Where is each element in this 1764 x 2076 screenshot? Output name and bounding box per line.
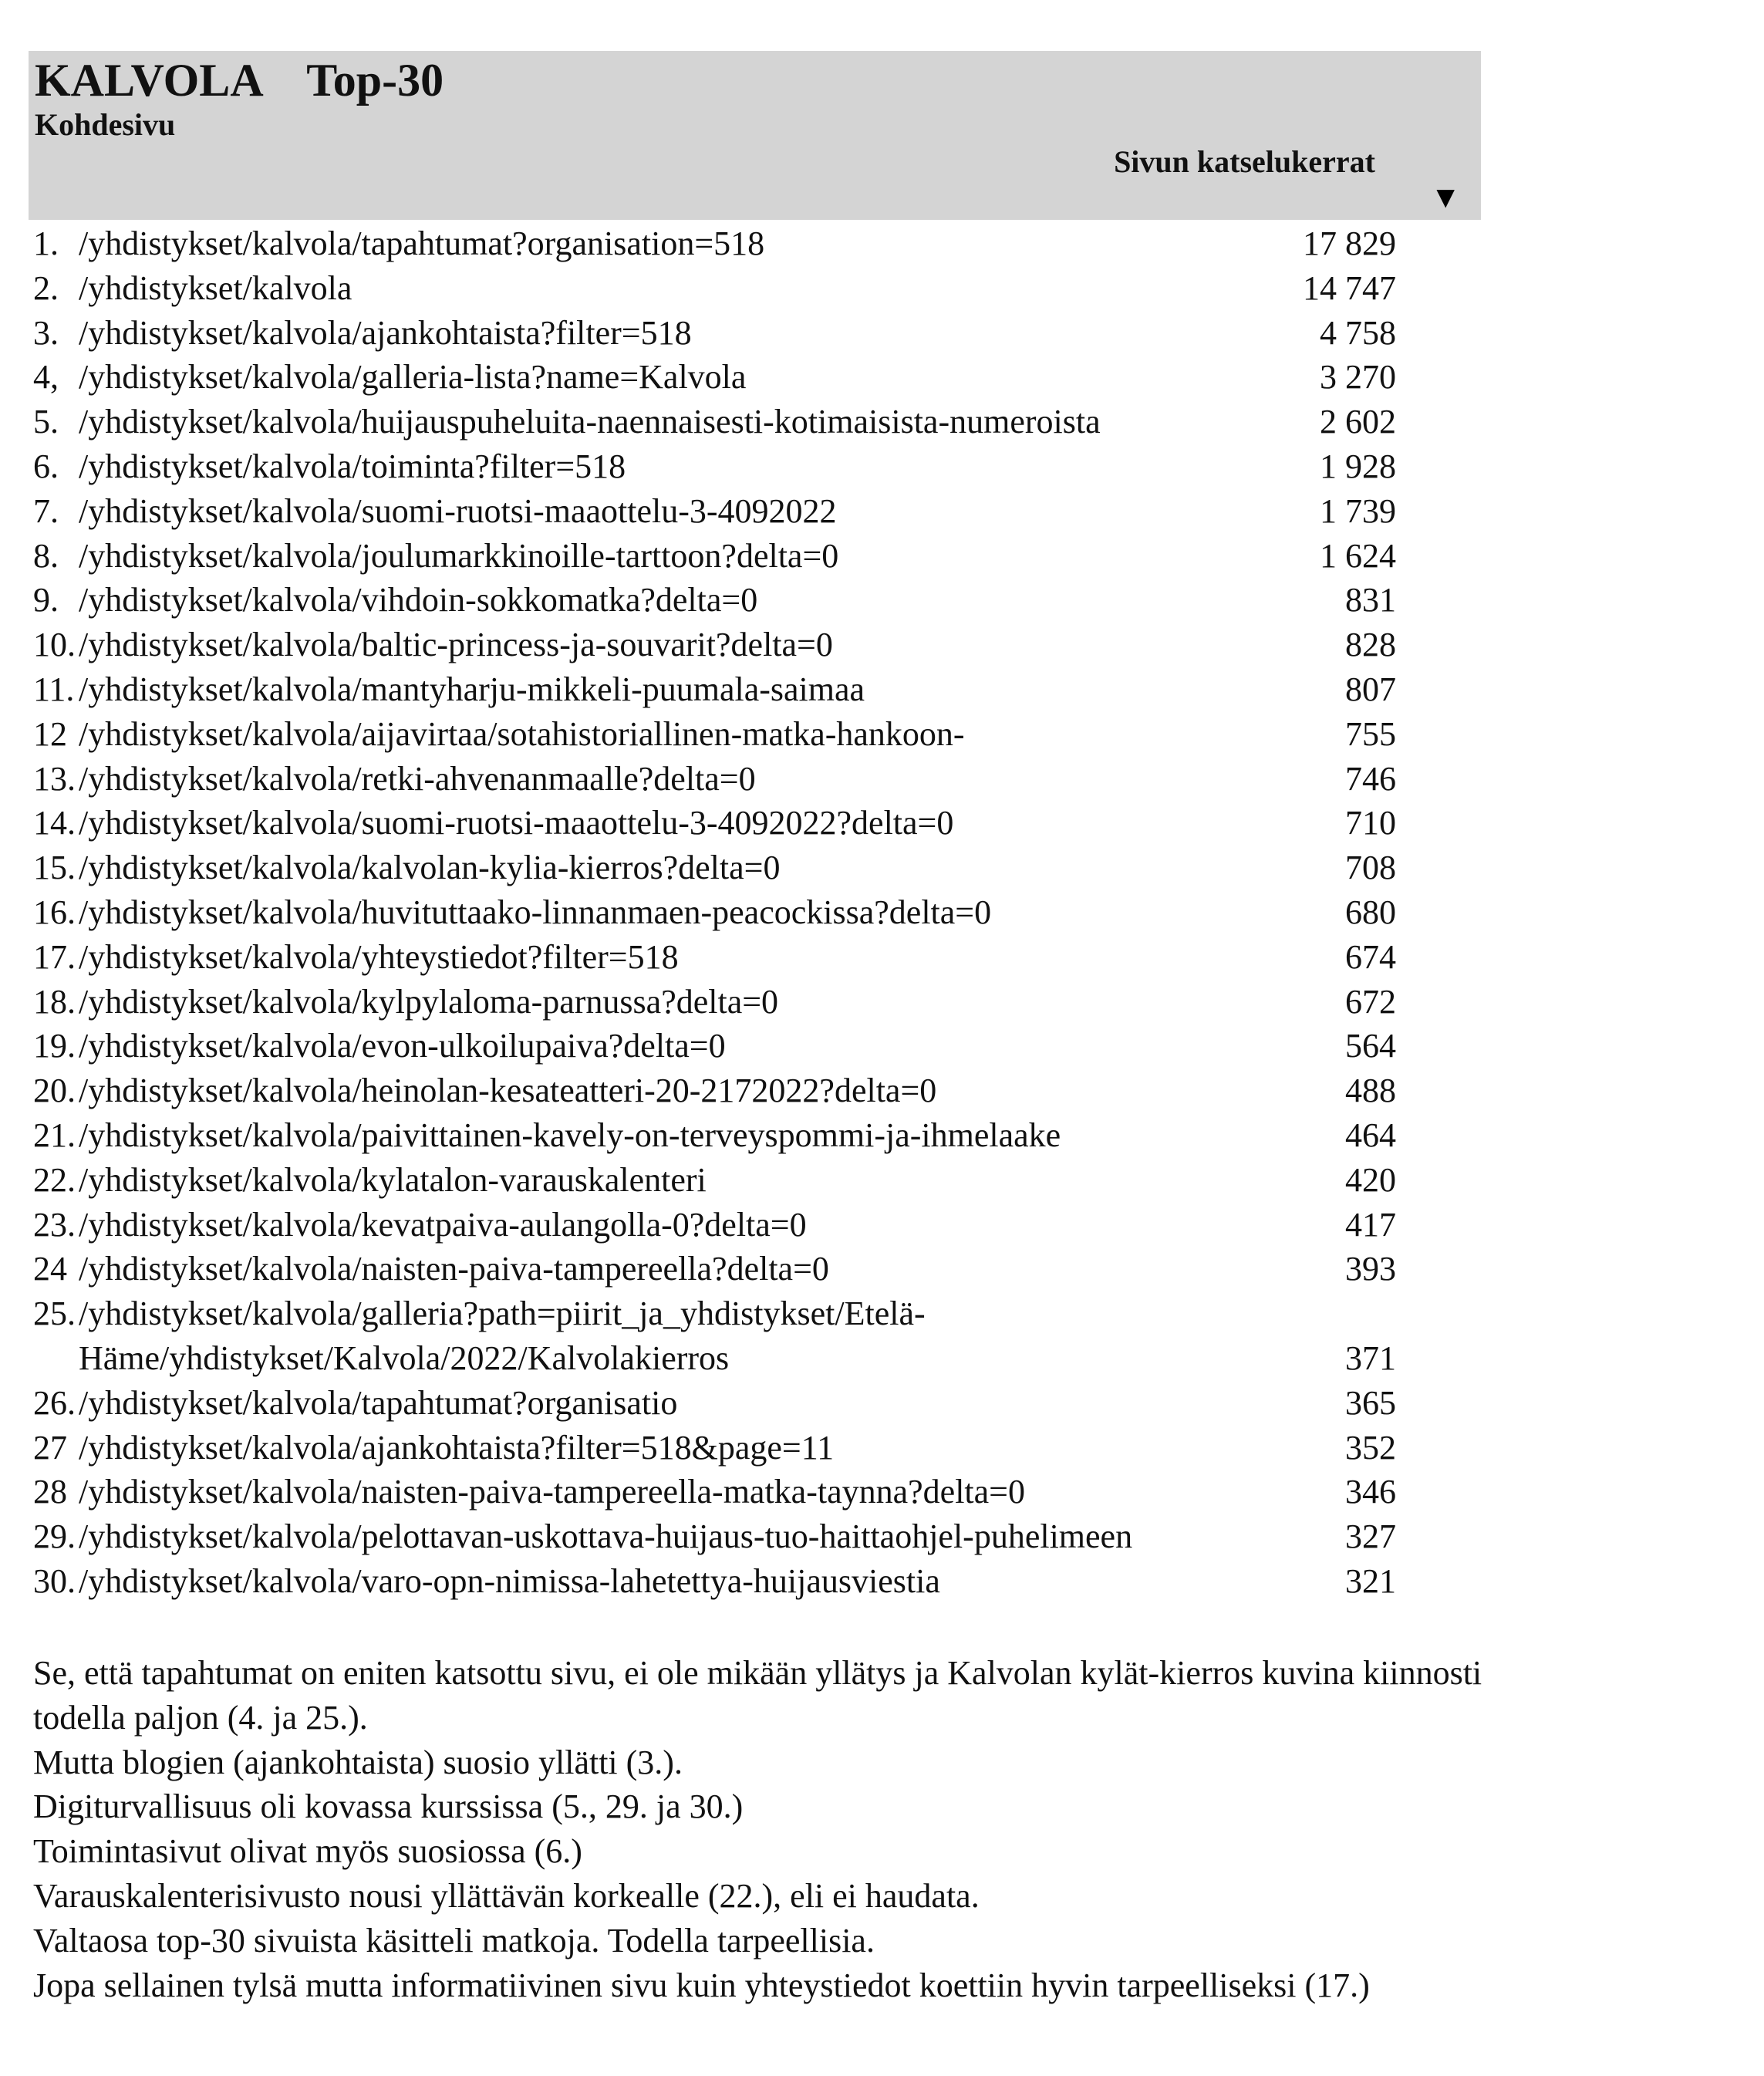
report-title: KALVOLA Top-30 <box>35 55 444 106</box>
table-row <box>29 1426 1479 1470</box>
rank-number: 10. <box>33 626 76 664</box>
report-header <box>29 51 1481 220</box>
sort-descending-icon[interactable]: ▼ <box>1430 180 1461 214</box>
page-path: /yhdistykset/kalvola/pelottavan-uskottava-huijaus-tuo-haittaohjel-puhelimeen <box>79 1517 1133 1556</box>
page-path: /yhdistykset/kalvola/suomi-ruotsi-maaottelu-3-4092022?delta=0 <box>79 804 954 842</box>
page-path: /yhdistykset/kalvola/kylpylaloma-parnussa?delta=0 <box>79 982 779 1021</box>
rank-number: 24 <box>33 1250 67 1288</box>
table-row <box>29 400 1479 444</box>
page-path: /yhdistykset/kalvola/huijauspuheluita-naennaisesti-kotimaisista-numeroista <box>79 403 1101 441</box>
table-row <box>29 489 1479 534</box>
table-row <box>29 623 1479 667</box>
page-path: /yhdistykset/kalvola/kylatalon-varauskalenteri <box>79 1160 707 1199</box>
column-header-target-page: Kohdesivu <box>35 107 176 142</box>
page-views-value: 831 <box>1345 581 1396 619</box>
page-views-value: 674 <box>1345 937 1396 976</box>
page-views-value: 807 <box>1345 670 1396 708</box>
commentary-line: Se, että tapahtumat on eniten katsottu sivu, ei ole mikään yllätys ja Kalvolan kylät-kierros kuvina kiinnosti todella paljon (4. ja 25.). <box>33 1654 1482 1737</box>
page-path: /yhdistykset/kalvola/kevatpaiva-aulangolla-0?delta=0 <box>79 1205 807 1244</box>
page-views-value: 14 747 <box>1303 268 1396 307</box>
table-row <box>29 980 1479 1024</box>
page-views-value: 464 <box>1345 1116 1396 1154</box>
page-path: /yhdistykset/kalvola/tapahtumat?organisation=518 <box>79 224 765 262</box>
page-path: /yhdistykset/kalvola/toiminta?filter=518 <box>79 447 626 485</box>
table-row <box>29 801 1479 846</box>
rank-number: 5. <box>33 403 59 441</box>
page-path: /yhdistykset/kalvola/aijavirtaa/sotahistoriallinen-matka-hankoon- <box>79 714 965 753</box>
page-views-value: 371 <box>1345 1338 1396 1377</box>
rank-number: 21. <box>33 1116 76 1154</box>
rank-number: 22. <box>33 1160 76 1199</box>
commentary-line: Valtaosa top-30 sivuista käsitteli matkoja. Todella tarpeellisia. <box>33 1921 875 1960</box>
rank-number: 27 <box>33 1428 67 1467</box>
table-row <box>29 712 1479 757</box>
commentary-line: Mutta blogien (ajankohtaista) suosio yllätti (3.). <box>33 1743 683 1781</box>
page-views-value: 365 <box>1345 1383 1396 1422</box>
page-views-value: 828 <box>1345 626 1396 664</box>
page-path: /yhdistykset/kalvola/ajankohtaista?filter=518&page=11 <box>79 1428 835 1467</box>
table-row <box>29 890 1479 935</box>
page-path: /yhdistykset/kalvola/joulumarkkinoille-tarttoon?delta=0 <box>79 536 839 575</box>
rank-number: 28 <box>33 1473 67 1511</box>
page-views-value: 352 <box>1345 1428 1396 1467</box>
table-row <box>29 1247 1479 1291</box>
page-path: /yhdistykset/kalvola/baltic-princess-ja-souvarit?delta=0 <box>79 626 833 664</box>
rank-number: 6. <box>33 447 59 485</box>
page-views-value: 346 <box>1345 1473 1396 1511</box>
rank-number: 26. <box>33 1383 76 1422</box>
page-path: /yhdistykset/kalvola/huvituttaako-linnanmaen-peacockissa?delta=0 <box>79 893 992 931</box>
rank-number: 18. <box>33 982 76 1021</box>
page-views-value: 710 <box>1345 804 1396 842</box>
page-path: /yhdistykset/kalvola/galleria-lista?name=Kalvola <box>79 358 747 397</box>
table-row <box>29 355 1479 400</box>
page-views-value: 327 <box>1345 1517 1396 1556</box>
page-views-value: 746 <box>1345 759 1396 798</box>
table-row <box>29 311 1479 356</box>
table-row <box>29 1203 1479 1247</box>
page-path: /yhdistykset/kalvola/heinolan-kesateatteri-20-2172022?delta=0 <box>79 1072 937 1110</box>
page-views-value: 1 624 <box>1320 536 1396 575</box>
page-path: /yhdistykset/kalvola/yhteystiedot?filter=518 <box>79 937 679 976</box>
commentary-line: Toimintasivut olivat myös suosiossa (6.) <box>33 1832 582 1871</box>
rank-number: 19. <box>33 1027 76 1065</box>
table-row <box>29 1381 1479 1426</box>
rank-number: 1. <box>33 224 59 262</box>
rank-number: 16. <box>33 893 76 931</box>
rank-number: 17. <box>33 937 76 976</box>
commentary-line: Varauskalenterisivusto nousi yllättävän korkealle (22.), eli ei haudata. <box>33 1876 980 1915</box>
page-views-value: 1 739 <box>1320 491 1396 530</box>
page-path: /yhdistykset/kalvola <box>79 268 352 307</box>
page-views-value: 680 <box>1345 893 1396 931</box>
page-views-value: 488 <box>1345 1072 1396 1110</box>
page-views-value: 2 602 <box>1320 403 1396 441</box>
page-path: /yhdistykset/kalvola/retki-ahvenanmaalle?delta=0 <box>79 759 756 798</box>
rank-number: 2. <box>33 268 59 307</box>
table-row <box>29 266 1479 311</box>
rank-number: 13. <box>33 759 76 798</box>
page-views-value: 1 928 <box>1320 447 1396 485</box>
rank-number: 25. <box>33 1295 76 1333</box>
page-views-value: 321 <box>1345 1561 1396 1600</box>
rank-number: 4, <box>33 358 59 397</box>
table-row <box>29 1113 1479 1158</box>
page-path: /yhdistykset/kalvola/varo-opn-nimissa-lahetettya-huijausviestia <box>79 1561 940 1600</box>
table-row <box>29 578 1479 623</box>
rank-number: 12 <box>33 714 67 753</box>
page-views-value: 17 829 <box>1303 224 1396 262</box>
commentary-line: Jopa sellainen tylsä mutta informatiivinen sivu kuin yhteystiedot koettiin hyvin tarpeelliseksi (17.) <box>33 1966 1370 2004</box>
commentary <box>33 1651 1483 2007</box>
page-views-value: 708 <box>1345 849 1396 887</box>
page-path: /yhdistykset/kalvola/suomi-ruotsi-maaottelu-3-4092022 <box>79 491 837 530</box>
table-row <box>29 667 1479 712</box>
rank-number: 30. <box>33 1561 76 1600</box>
rank-number: 8. <box>33 536 59 575</box>
table-row <box>29 1291 1479 1381</box>
page-views-value: 672 <box>1345 982 1396 1021</box>
table-row <box>29 534 1479 579</box>
table-row <box>29 1470 1479 1514</box>
page-views-value: 755 <box>1345 714 1396 753</box>
commentary-line: Digiturvallisuus oli kovassa kurssissa (5., 29. ja 30.) <box>33 1787 744 1826</box>
rank-number: 3. <box>33 313 59 352</box>
page-path: /yhdistykset/kalvola/naisten-paiva-tampereella?delta=0 <box>79 1250 829 1288</box>
page-path: /yhdistykset/kalvola/naisten-paiva-tampereella-matka-taynna?delta=0 <box>79 1473 1025 1511</box>
table-row <box>29 935 1479 980</box>
column-header-page-views[interactable]: Sivun katselukerrat <box>1114 144 1375 179</box>
table-row <box>29 221 1479 266</box>
table-row <box>29 1158 1479 1203</box>
page-views-value: 4 758 <box>1320 313 1396 352</box>
page-path: /yhdistykset/kalvola/mantyharju-mikkeli-puumala-saimaa <box>79 670 865 708</box>
page-path: /yhdistykset/kalvola/tapahtumat?organisatio <box>79 1383 678 1422</box>
rank-number: 29. <box>33 1517 76 1556</box>
rank-number: 9. <box>33 581 59 619</box>
page-path: /yhdistykset/kalvola/ajankohtaista?filter=518 <box>79 313 692 352</box>
top30-table <box>29 221 1479 1604</box>
rank-number: 7. <box>33 491 59 530</box>
rank-number: 23. <box>33 1205 76 1244</box>
page-views-value: 420 <box>1345 1160 1396 1199</box>
page-path: /yhdistykset/kalvola/evon-ulkoilupaiva?delta=0 <box>79 1027 726 1065</box>
rank-number: 15. <box>33 849 76 887</box>
page-views-value: 417 <box>1345 1205 1396 1244</box>
table-row <box>29 1559 1479 1604</box>
rank-number: 20. <box>33 1072 76 1110</box>
rank-number: 14. <box>33 804 76 842</box>
page-path: /yhdistykset/kalvola/paivittainen-kavely-on-terveyspommi-ja-ihmelaake <box>79 1116 1061 1154</box>
table-row <box>29 757 1479 802</box>
page-path: /yhdistykset/kalvola/kalvolan-kylia-kierros?delta=0 <box>79 849 781 887</box>
table-row <box>29 1068 1479 1113</box>
table-row <box>29 1024 1479 1068</box>
page-views-value: 564 <box>1345 1027 1396 1065</box>
rank-number: 11. <box>33 670 75 708</box>
page-views-value: 3 270 <box>1320 358 1396 397</box>
page-path: /yhdistykset/kalvola/vihdoin-sokkomatka?delta=0 <box>79 581 758 619</box>
table-row <box>29 846 1479 890</box>
page-path: /yhdistykset/kalvola/galleria?path=piirit_ja_yhdistykset/Etelä-Häme/yhdistykset/Kalvola/2022/Kalvolakierros <box>79 1295 926 1377</box>
table-row <box>29 444 1479 489</box>
page-views-value: 393 <box>1345 1250 1396 1288</box>
table-row <box>29 1514 1479 1559</box>
